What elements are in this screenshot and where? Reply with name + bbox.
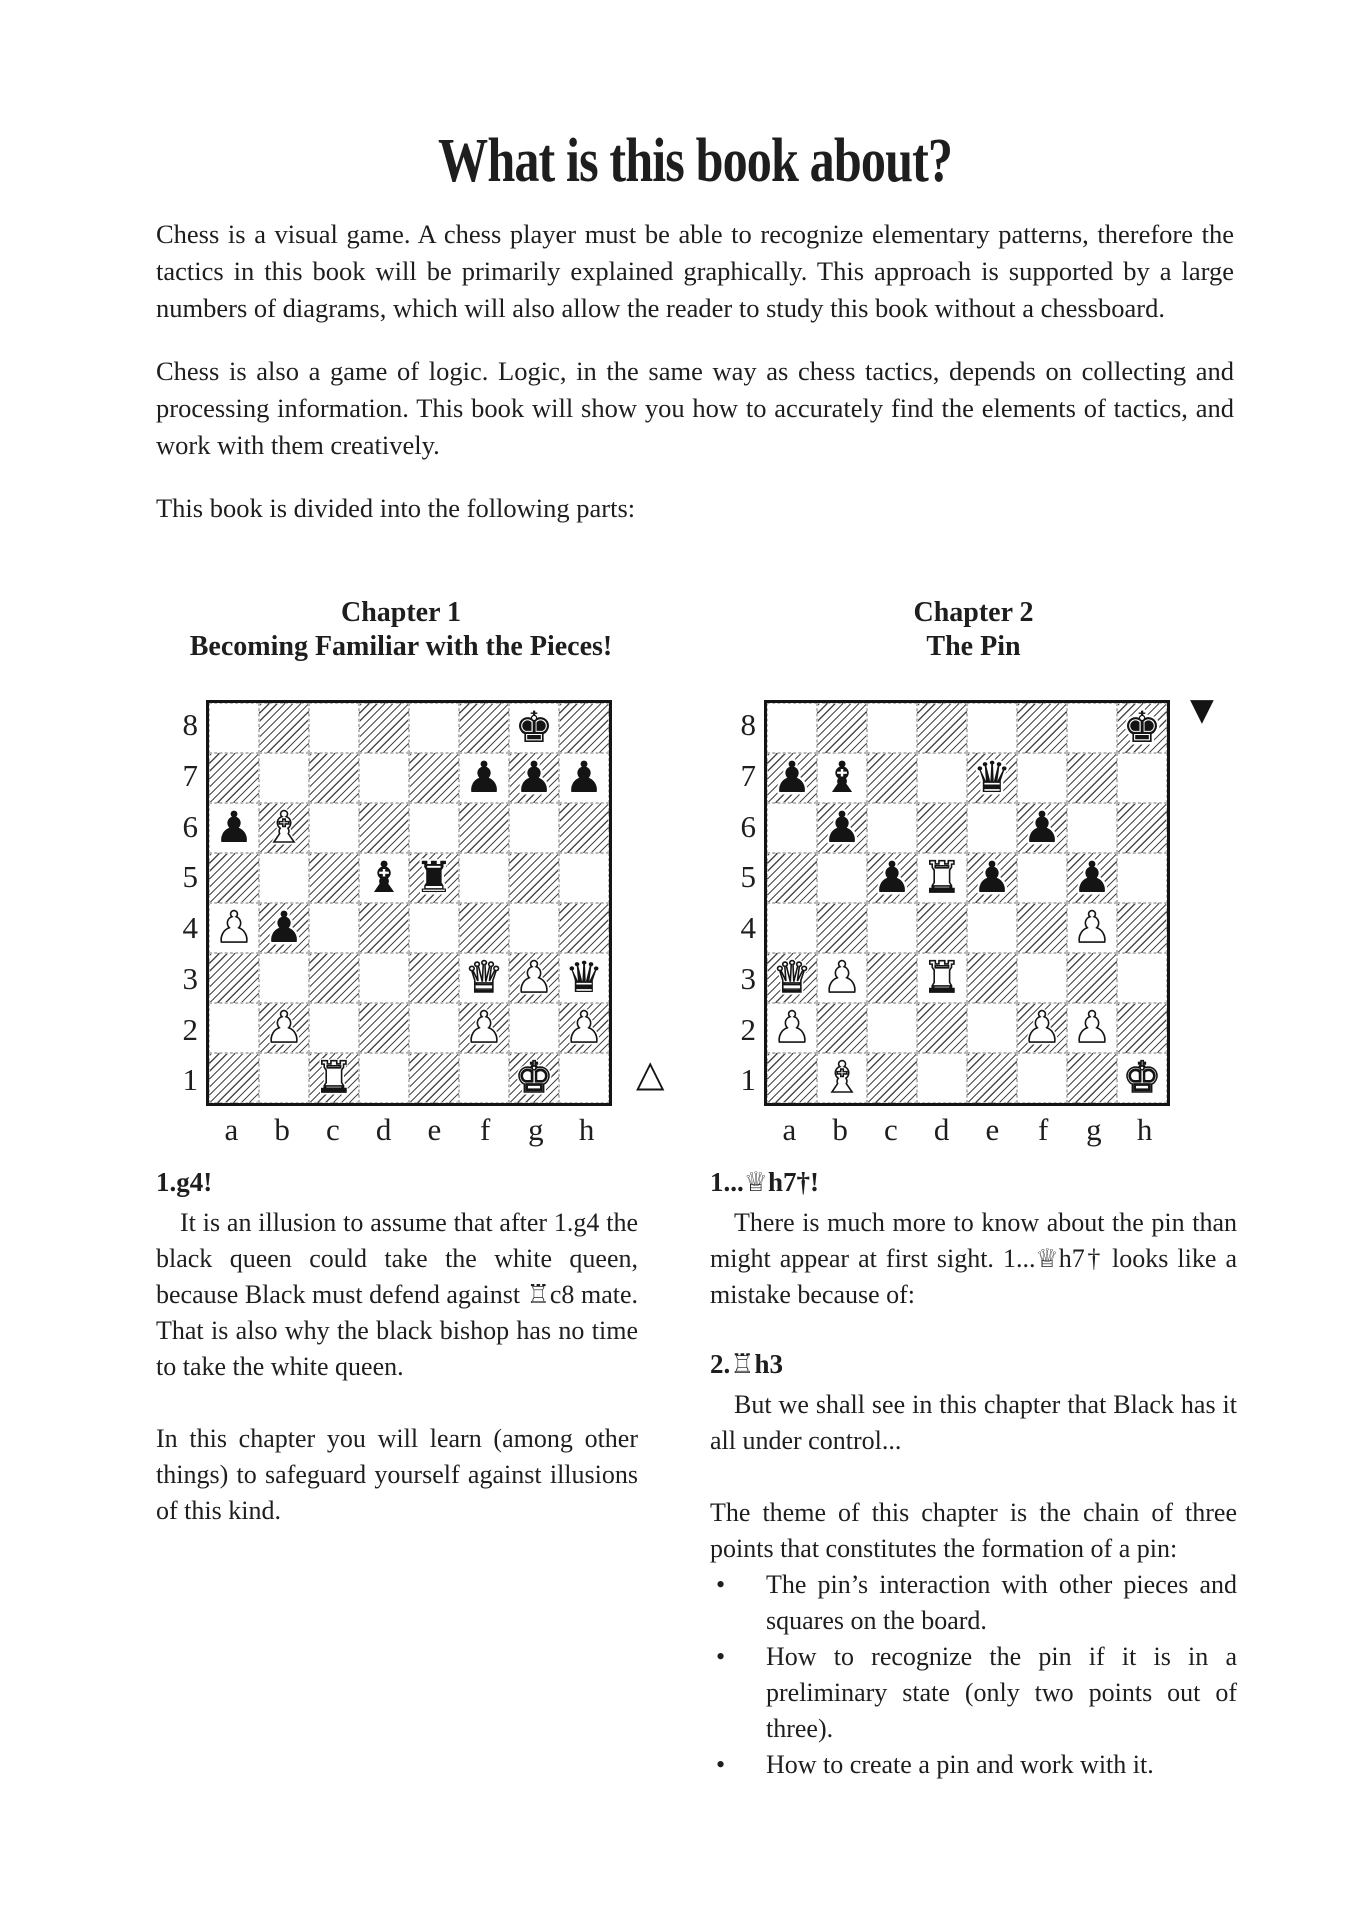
piece-wP-b3: ♟	[822, 953, 862, 1003]
piece-bK-g8: ♚	[514, 703, 554, 753]
chapter-1-label: Chapter 1	[340, 597, 462, 628]
piece-wB-b6: ♝	[264, 803, 304, 853]
square-d5	[359, 853, 409, 903]
square-e3	[967, 953, 1017, 1003]
move-heading-2-rh3: 2.♖h3	[710, 1349, 783, 1379]
piece-wP-a4: ♟	[214, 903, 254, 953]
square-a4	[209, 903, 259, 953]
square-h6	[559, 803, 609, 853]
piece-bP-g5: ♟	[1072, 853, 1112, 903]
piece-wK-g1: ♚	[514, 1053, 554, 1103]
board-grid	[764, 700, 1170, 1106]
square-b7	[259, 753, 309, 803]
page-title	[156, 125, 1234, 196]
square-c6	[309, 803, 359, 853]
square-e5	[967, 853, 1017, 903]
square-g2	[1067, 1003, 1117, 1053]
bullet-list-item-1	[710, 1567, 1237, 1639]
square-f8	[1017, 703, 1067, 753]
piece-wP-g2: ♟	[1072, 1003, 1112, 1053]
file-label-h: h	[1136, 1112, 1153, 1147]
rank-label-7: 7	[740, 757, 756, 793]
square-f6	[1017, 803, 1067, 853]
square-b7	[817, 753, 867, 803]
piece-wP-h2: ♟	[564, 1003, 604, 1053]
chapter-2-paragraph-1: There is much more to know about the pin than might appear at first sight. 1...♕h7† looks like a mistake because of:	[710, 1208, 1237, 1309]
file-label-c: c	[883, 1112, 898, 1147]
square-e5	[409, 853, 459, 903]
square-d8	[359, 703, 409, 753]
file-label-e: e	[985, 1112, 1000, 1147]
square-h1	[1117, 1053, 1167, 1103]
bullet-icon: •	[716, 1750, 726, 1779]
square-g5	[509, 853, 559, 903]
rank-label-6: 6	[740, 808, 756, 844]
square-f5	[1017, 853, 1067, 903]
square-f1	[1017, 1053, 1067, 1103]
piece-wR-c1: ♜	[314, 1053, 354, 1103]
square-h2	[559, 1003, 609, 1053]
piece-bQ-h3: ♛	[564, 953, 604, 1003]
square-d6	[359, 803, 409, 853]
rank-label-2: 2	[740, 1011, 756, 1047]
square-b6	[817, 803, 867, 853]
file-label-b: b	[832, 1112, 848, 1147]
piece-bP-a6: ♟	[214, 803, 254, 853]
square-e8	[409, 703, 459, 753]
piece-bP-f7: ♟	[464, 753, 504, 803]
square-e4	[967, 903, 1017, 953]
square-d4	[917, 903, 967, 953]
rank-label-1: 1	[740, 1062, 756, 1098]
square-b3	[259, 953, 309, 1003]
file-label-c: c	[325, 1112, 340, 1147]
square-c3	[867, 953, 917, 1003]
square-d5	[917, 853, 967, 903]
chapter-2-label: Chapter 2	[913, 597, 1034, 628]
chapter-1-heading	[156, 596, 646, 664]
rank-label-4: 4	[740, 910, 756, 945]
square-g6	[509, 803, 559, 853]
square-h7	[1117, 753, 1167, 803]
chapter-2-title: The Pin	[926, 631, 1021, 662]
square-f4	[459, 903, 509, 953]
square-f2	[1017, 1003, 1067, 1053]
chapter-2-text-column	[710, 1165, 1237, 1783]
chapter-2-paragraph-2: But we shall see in this chapter that Black has it all under control...	[710, 1390, 1237, 1455]
bullet-text: How to recognize the pin if it is in a preliminary state (only two points out of three).	[766, 1642, 1237, 1743]
square-g4	[509, 903, 559, 953]
square-a8	[767, 703, 817, 753]
square-f2	[459, 1003, 509, 1053]
move-heading-1-g4: 1.g4!	[156, 1167, 213, 1197]
square-a7	[767, 753, 817, 803]
square-d7	[917, 753, 967, 803]
piece-bQ-e7: ♛	[972, 753, 1012, 803]
piece-wP-f2: ♟	[1022, 1003, 1062, 1053]
square-d1	[917, 1053, 967, 1103]
square-f3	[1017, 953, 1067, 1003]
square-g3	[509, 953, 559, 1003]
square-g7	[509, 753, 559, 803]
square-f8	[459, 703, 509, 753]
square-d3	[359, 953, 409, 1003]
square-h8	[559, 703, 609, 753]
square-h1	[559, 1053, 609, 1103]
file-label-d: d	[933, 1112, 950, 1147]
bullet-icon: •	[716, 1570, 726, 1599]
square-a7	[209, 753, 259, 803]
piece-wK-h1: ♚	[1122, 1053, 1162, 1103]
square-d2	[359, 1003, 409, 1053]
square-g3	[1067, 953, 1117, 1003]
square-g6	[1067, 803, 1117, 853]
piece-bK-h8: ♚	[1122, 703, 1162, 753]
piece-wB-b1: ♝	[822, 1053, 862, 1103]
square-e1	[967, 1053, 1017, 1103]
file-label-a: a	[782, 1112, 797, 1147]
square-f4	[1017, 903, 1067, 953]
square-a8	[209, 703, 259, 753]
rank-label-7: 7	[182, 757, 198, 793]
board-grid	[206, 700, 612, 1106]
intro-paragraph-2: Chess is also a game of logic. Logic, in the same way as chess tactics, depends on collecting and processing information. This book will show you how to accurately find the elements of tactics, and work with them creatively.	[156, 356, 1234, 460]
rank-labels	[708, 700, 756, 1106]
chapter-1-text-column	[156, 1165, 638, 1529]
rank-label-1: 1	[182, 1062, 198, 1098]
square-b4	[259, 903, 309, 953]
square-b5	[259, 853, 309, 903]
file-labels	[764, 1112, 1170, 1148]
square-e7	[409, 753, 459, 803]
square-d1	[359, 1053, 409, 1103]
white-to-move-icon: △	[636, 1052, 665, 1095]
piece-bP-f6: ♟	[1022, 803, 1062, 853]
square-c2	[867, 1003, 917, 1053]
square-b3	[817, 953, 867, 1003]
piece-wQ-f3: ♛	[464, 953, 504, 1003]
square-c5	[867, 853, 917, 903]
square-h6	[1117, 803, 1167, 853]
file-label-g: g	[528, 1112, 544, 1147]
square-g1	[1067, 1053, 1117, 1103]
square-d8	[917, 703, 967, 753]
square-h8	[1117, 703, 1167, 753]
square-f6	[459, 803, 509, 853]
piece-wP-a2: ♟	[772, 1003, 812, 1053]
square-e6	[967, 803, 1017, 853]
square-a5	[767, 853, 817, 903]
square-e6	[409, 803, 459, 853]
square-c8	[309, 703, 359, 753]
file-label-f: f	[1037, 1112, 1049, 1147]
square-h3	[1117, 953, 1167, 1003]
square-d7	[359, 753, 409, 803]
file-labels	[206, 1112, 612, 1148]
square-f5	[459, 853, 509, 903]
page-title-text: What is this book about?	[437, 125, 953, 196]
square-e2	[409, 1003, 459, 1053]
square-c6	[867, 803, 917, 853]
square-a3	[209, 953, 259, 1003]
square-b1	[817, 1053, 867, 1103]
rank-label-3: 3	[740, 960, 756, 996]
square-f7	[1017, 753, 1067, 803]
piece-bP-h7: ♟	[564, 753, 604, 803]
piece-bP-c5: ♟	[872, 853, 912, 903]
piece-bP-a7: ♟	[772, 753, 812, 803]
square-a4	[767, 903, 817, 953]
square-c7	[309, 753, 359, 803]
square-a2	[767, 1003, 817, 1053]
file-label-e: e	[427, 1112, 442, 1147]
bullet-list	[710, 1567, 1237, 1783]
square-h5	[559, 853, 609, 903]
square-a2	[209, 1003, 259, 1053]
square-c1	[309, 1053, 359, 1103]
square-f7	[459, 753, 509, 803]
square-b2	[259, 1003, 309, 1053]
square-g5	[1067, 853, 1117, 903]
file-label-a: a	[224, 1112, 239, 1147]
square-c7	[867, 753, 917, 803]
rank-label-3: 3	[182, 960, 198, 996]
square-e7	[967, 753, 1017, 803]
piece-wR-d5: ♜	[922, 853, 962, 903]
square-f1	[459, 1053, 509, 1103]
square-a1	[209, 1053, 259, 1103]
square-e3	[409, 953, 459, 1003]
square-c3	[309, 953, 359, 1003]
piece-bB-d5: ♝	[364, 853, 404, 903]
square-b2	[817, 1003, 867, 1053]
square-a3	[767, 953, 817, 1003]
square-d2	[917, 1003, 967, 1053]
square-a1	[767, 1053, 817, 1103]
square-h3	[559, 953, 609, 1003]
piece-wR-d3: ♜	[922, 953, 962, 1003]
intro-paragraph-1: Chess is a visual game. A chess player must be able to recognize elementary patterns, therefore the tactics in this book will be primarily explained graphically. This approach is supported by a large numbers of diagrams, which will also allow the reader to study this book without a chessboard.	[156, 219, 1234, 323]
square-c8	[867, 703, 917, 753]
square-h4	[1117, 903, 1167, 953]
rank-label-5: 5	[740, 859, 756, 895]
square-h7	[559, 753, 609, 803]
square-c5	[309, 853, 359, 903]
chapter-1-paragraph-2: In this chapter you will learn (among other things) to safeguard yourself against illusions of this kind.	[156, 1424, 638, 1525]
square-e2	[967, 1003, 1017, 1053]
square-d3	[917, 953, 967, 1003]
rank-label-4: 4	[182, 910, 198, 945]
square-e8	[967, 703, 1017, 753]
rank-label-6: 6	[182, 808, 198, 844]
square-a6	[767, 803, 817, 853]
square-g2	[509, 1003, 559, 1053]
file-label-f: f	[479, 1112, 491, 1147]
square-h4	[559, 903, 609, 953]
square-f3	[459, 953, 509, 1003]
piece-wP-g3: ♟	[514, 953, 554, 1003]
square-h5	[1117, 853, 1167, 903]
chapter-1-title: Becoming Familiar with the Pieces!	[189, 631, 613, 662]
square-g8	[1067, 703, 1117, 753]
piece-wP-g4: ♟	[1072, 903, 1112, 953]
square-c2	[309, 1003, 359, 1053]
bullet-text: How to create a pin and work with it.	[766, 1750, 1154, 1779]
bullet-icon: •	[716, 1642, 726, 1671]
square-b8	[259, 703, 309, 753]
bullet-list-item-2	[710, 1639, 1237, 1747]
square-b5	[817, 853, 867, 903]
rank-labels	[150, 700, 198, 1106]
rank-label-5: 5	[182, 859, 198, 895]
bullet-list-item-3	[710, 1747, 1237, 1783]
square-d4	[359, 903, 409, 953]
file-label-h: h	[578, 1112, 595, 1147]
square-g7	[1067, 753, 1117, 803]
rank-label-8: 8	[740, 707, 756, 742]
square-b1	[259, 1053, 309, 1103]
piece-bR-e5: ♜	[414, 853, 454, 903]
file-label-d: d	[375, 1112, 392, 1147]
chapter-2-heading	[710, 596, 1237, 664]
square-c1	[867, 1053, 917, 1103]
piece-bB-b7: ♝	[822, 753, 862, 803]
square-b4	[817, 903, 867, 953]
square-a5	[209, 853, 259, 903]
piece-wQ-a3: ♛	[772, 953, 812, 1003]
square-e1	[409, 1053, 459, 1103]
square-g4	[1067, 903, 1117, 953]
square-d6	[917, 803, 967, 853]
bullet-text: The pin’s interaction with other pieces and squares on the board.	[766, 1570, 1237, 1635]
square-h2	[1117, 1003, 1167, 1053]
piece-bP-e5: ♟	[972, 853, 1012, 903]
chapter-1-paragraph-1: It is an illusion to assume that after 1.g4 the black queen could take the white queen, because Black must defend against ♖c8 mate. That is also why the black bishop has no time to take the white queen.	[156, 1208, 638, 1381]
intro-paragraph-3: This book is divided into the following parts:	[156, 493, 636, 523]
piece-bP-b4: ♟	[264, 903, 304, 953]
piece-wP-b2: ♟	[264, 1003, 304, 1053]
rank-label-8: 8	[182, 707, 198, 742]
piece-wP-f2: ♟	[464, 1003, 504, 1053]
piece-bP-g7: ♟	[514, 753, 554, 803]
square-g1	[509, 1053, 559, 1103]
square-b8	[817, 703, 867, 753]
square-e4	[409, 903, 459, 953]
square-c4	[867, 903, 917, 953]
chapter-2-paragraph-3: The theme of this chapter is the chain of three points that constitutes the formation of a pin:	[710, 1498, 1237, 1563]
square-g8	[509, 703, 559, 753]
square-b6	[259, 803, 309, 853]
black-to-move-icon: ▼	[1190, 692, 1214, 728]
piece-bP-b6: ♟	[822, 803, 862, 853]
file-label-g: g	[1086, 1112, 1102, 1147]
file-label-b: b	[274, 1112, 290, 1147]
rank-label-2: 2	[182, 1011, 198, 1047]
square-a6	[209, 803, 259, 853]
square-c4	[309, 903, 359, 953]
move-heading-1-qh7: 1...♕h7†!	[710, 1167, 819, 1197]
